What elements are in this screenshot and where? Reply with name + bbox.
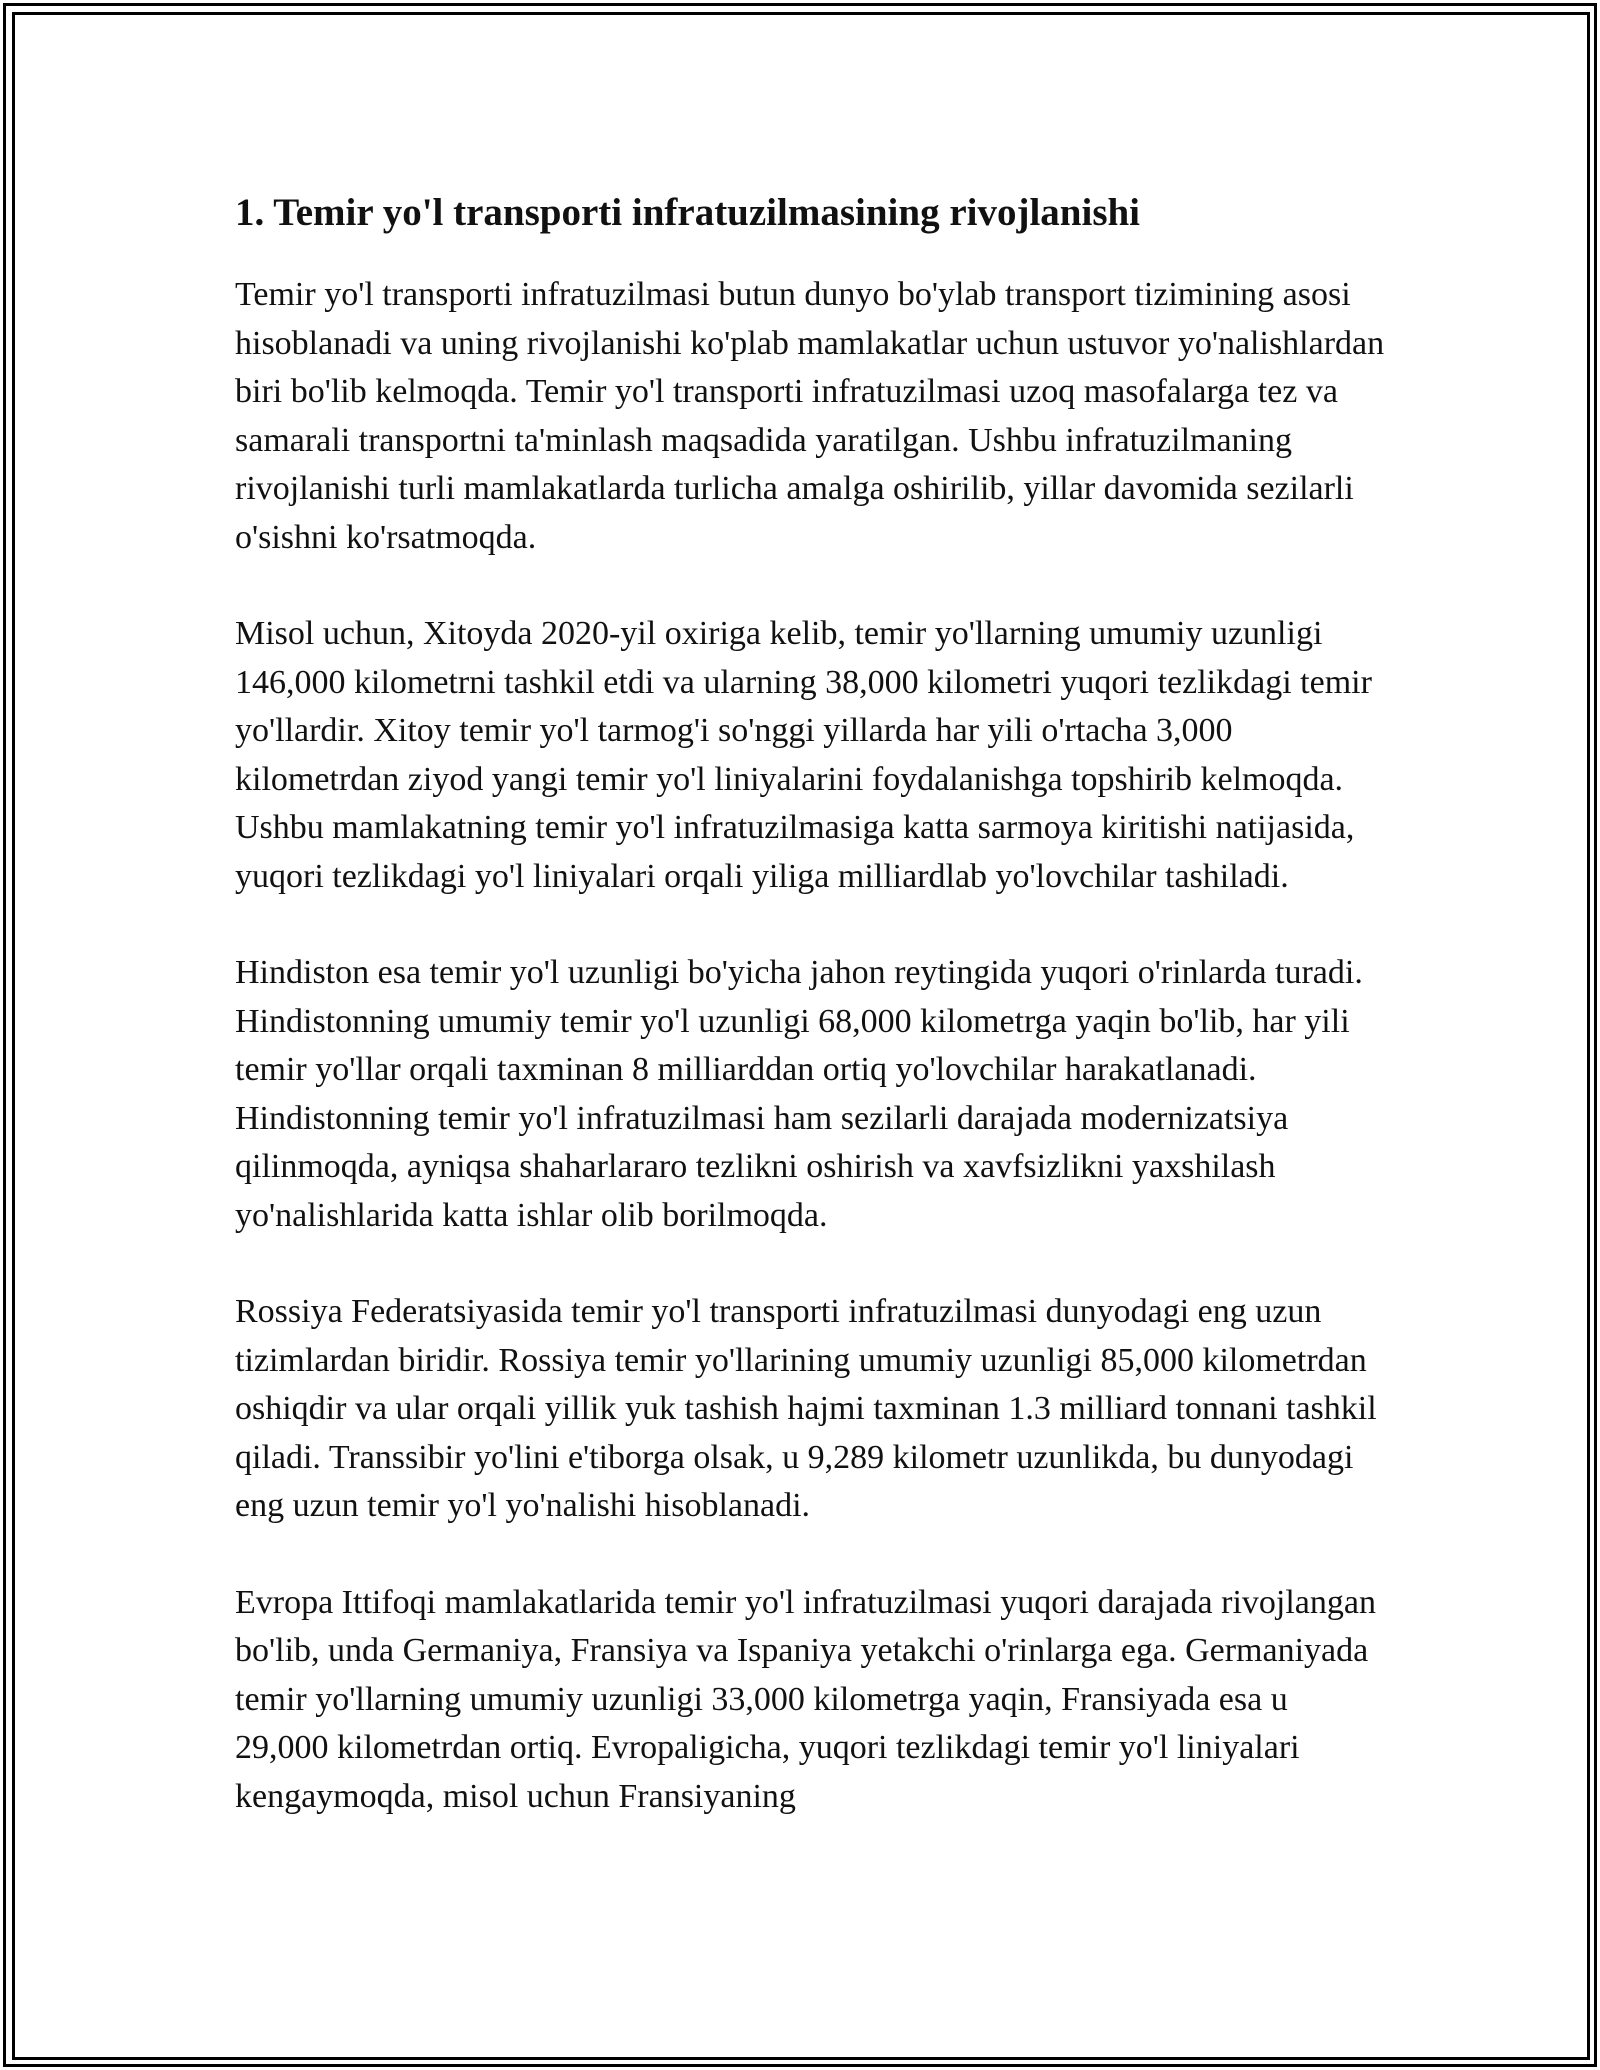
paragraph-europe: Evropa Ittifoqi mamlakatlarida temir yo'l infratuzilmasi yuqori darajada rivojlangan bo'lib, unda Germaniya, Fransiya va Ispaniya yetakchi o'rinlarga ega. Germaniyada temir yo'llarning umumiy uzunligi 33,000 kilometrga yaqin, Fransiyada esa u 29,000 kilometrdan ortiq. Evropaligicha, yuqori tezlikdagi temir yo'l liniyalari kengaymoqda, misol uchun Fransiyaning: [235, 1583, 1376, 1815]
paragraph-russia: Rossiya Federatsiyasida temir yo'l transporti infratuzilmasi dunyodagi eng uzun tizimlardan biridir. Rossiya temir yo'llarining umumiy uzunligi 85,000 kilometrdan oshiqdir va ular orqali yillik yuk tashish hajmi taxminan 1.3 milliard tonnani tashkil qiladi. Transsibir yo'lini e'tiborga olsak, u 9,289 kilometr uzunlikda, bu dunyodagi eng uzun temir yo'l yo'nalishi hisoblanadi.: [235, 1293, 1377, 1524]
paragraph-china: Misol uchun, Xitoyda 2020-yil oxiriga kelib, temir yo'llarning umumiy uzunligi 146,000 kilometrni tashkil etdi va ularning 38,000 kilometri yuqori tezlikdagi temir yo'llardir. Xitoy temir yo'l tarmog'i so'nggi yillarda har yili o'rtacha 3,000 kilometrdan ziyod yangi temir yo'l liniyalarini foydalanishga topshirib kelmoqda. Ushbu mamlakatning temir yo'l infratuzilmasiga katta sarmoya kiritishi natijasida, yuqori tezlikdagi yo'l liniyalari orqali yiliga milliardlab yo'lovchilar tashiladi.: [235, 615, 1372, 895]
section-heading: 1. Temir yo'l transporti infratuzilmasining rivojlanishi: [235, 191, 1141, 234]
paragraph-india: Hindiston esa temir yo'l uzunligi bo'yicha jahon reytingida yuqori o'rinlarda turadi. Hindistonning umumiy temir yo'l uzunligi 68,000 kilometrga yaqin bo'lib, har yili temir yo'llar orqali taxminan 8 milliarddan ortiq yo'lovchilar harakatlanadi. Hindistonning temir yo'l infratuzilmasi ham sezilarli darajada modernizatsiya qilinmoqda, ayniqsa shaharlararo tezlikni oshirish va xavfsizlikni yaxshilash yo'nalishlarida katta ishlar olib borilmoqda.: [235, 954, 1363, 1234]
document-body: [235, 183, 1385, 1869]
paragraph-intro: Temir yo'l transporti infratuzilmasi butun dunyo bo'ylab transport tizimining asosi hisoblanadi va uning rivojlanishi ko'plab mamlakatlar uchun ustuvor yo'nalishlardan biri bo'lib kelmoqda. Temir yo'l transporti infratuzilmasi uzoq masofalarga tez va samarali transportni ta'minlash maqsadida yaratilgan. Ushbu infratuzilmaning rivojlanishi turli mamlakatlarda turlicha amalga oshirilib, yillar davomida sezilarli o'sishni ko'rsatmoqda.: [235, 276, 1385, 556]
